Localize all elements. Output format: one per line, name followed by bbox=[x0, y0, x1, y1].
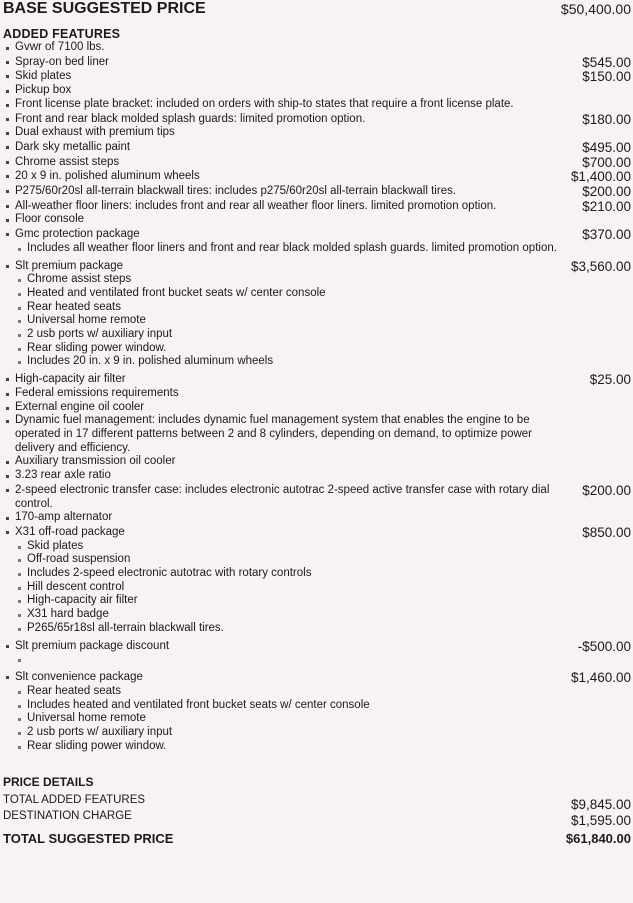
feature-label: Pickup box bbox=[15, 84, 72, 97]
sub-feature-item: Rear heated seats bbox=[0, 685, 633, 699]
sub-feature-item: 2 usb ports w/ auxiliary input bbox=[0, 328, 633, 342]
price-details-title: PRICE DETAILS bbox=[3, 775, 94, 790]
sub-feature-list bbox=[0, 273, 633, 369]
feature-label: Chrome assist steps bbox=[15, 155, 120, 168]
sub-feature-list bbox=[0, 685, 633, 754]
sub-feature-list bbox=[0, 653, 633, 667]
feature-item bbox=[0, 387, 633, 401]
feature-item bbox=[0, 184, 633, 199]
feature-item bbox=[0, 55, 633, 70]
feature-item bbox=[0, 41, 633, 55]
sub-feature-item: Includes 20 in. x 9 in. polished aluminum wheels bbox=[0, 355, 633, 369]
feature-label: Slt convenience package bbox=[15, 671, 143, 684]
sub-feature-item: High-capacity air filter bbox=[0, 594, 633, 608]
feature-item bbox=[0, 155, 633, 170]
feature-price: -$500.00 bbox=[577, 638, 631, 654]
feature-item bbox=[0, 140, 633, 155]
total-label: TOTAL SUGGESTED PRICE bbox=[3, 831, 174, 847]
feature-item bbox=[0, 84, 633, 98]
sub-feature-item: Heated and ventilated front bucket seats w/ center console bbox=[0, 287, 633, 301]
sub-feature-item: P265/65r18sl all-terrain blackwall tires. bbox=[0, 622, 633, 636]
feature-item bbox=[0, 670, 633, 685]
feature-item bbox=[0, 469, 633, 483]
feature-price: $3,560.00 bbox=[570, 258, 631, 274]
feature-price: $850.00 bbox=[582, 524, 631, 540]
sub-feature-item: 2 usb ports w/ auxiliary input bbox=[0, 726, 633, 740]
sub-feature-item: Hill descent control bbox=[0, 581, 633, 595]
feature-label: 170-amp alternator bbox=[15, 511, 113, 524]
sub-feature-item: Includes heated and ventilated front bucket seats w/ center console bbox=[0, 699, 633, 713]
feature-price: $200.00 bbox=[582, 184, 631, 200]
feature-list bbox=[0, 41, 633, 753]
added-features-title: ADDED FEATURES bbox=[3, 27, 121, 41]
feature-label: Floor console bbox=[15, 213, 85, 226]
feature-label: All-weather floor liners: includes front and rear all weather floor liners. limited promotion option. bbox=[15, 199, 497, 212]
sub-feature-item: Off-road suspension bbox=[0, 553, 633, 567]
total-value: $61,840.00 bbox=[565, 831, 631, 847]
feature-price: $210.00 bbox=[582, 198, 631, 214]
sub-feature-item: Rear heated seats bbox=[0, 301, 633, 315]
feature-item bbox=[0, 227, 633, 242]
feature-item bbox=[0, 455, 633, 469]
destination-row bbox=[0, 810, 633, 828]
feature-item bbox=[0, 69, 633, 84]
sub-feature-item: Universal home remote bbox=[0, 712, 633, 726]
feature-label: High-capacity air filter bbox=[15, 373, 126, 386]
feature-item bbox=[0, 199, 633, 214]
feature-item bbox=[0, 483, 633, 511]
feature-label: Slt premium package discount bbox=[15, 639, 170, 652]
feature-item bbox=[0, 639, 633, 654]
feature-item bbox=[0, 414, 633, 455]
feature-item bbox=[0, 259, 633, 274]
price-details bbox=[0, 775, 633, 846]
feature-price: $700.00 bbox=[582, 154, 631, 170]
sub-feature-item: Rear sliding power window. bbox=[0, 342, 633, 356]
feature-label: Skid plates bbox=[15, 70, 72, 83]
feature-item bbox=[0, 511, 633, 525]
feature-item bbox=[0, 525, 633, 540]
feature-price: $200.00 bbox=[582, 482, 631, 498]
sub-feature-item: Skid plates bbox=[0, 540, 633, 554]
feature-label: Dark sky metallic paint bbox=[15, 140, 131, 153]
feature-item bbox=[0, 126, 633, 140]
feature-label: 3.23 rear axle ratio bbox=[15, 469, 111, 482]
feature-label: Gmc protection package bbox=[15, 228, 140, 241]
feature-price: $1,460.00 bbox=[570, 670, 631, 686]
sub-feature-item: Rear sliding power window. bbox=[0, 740, 633, 754]
destination-label: DESTINATION CHARGE bbox=[3, 810, 132, 823]
feature-label: 20 x 9 in. polished aluminum wheels bbox=[15, 170, 200, 183]
sub-feature-item: Chrome assist steps bbox=[0, 273, 633, 287]
sub-feature-item: Includes all weather floor liners and front and rear black molded splash guards. limited promotion option. bbox=[0, 242, 633, 256]
feature-item bbox=[0, 112, 633, 127]
feature-label: Federal emissions requirements bbox=[15, 386, 179, 399]
feature-label: Gvwr of 7100 lbs. bbox=[15, 41, 105, 53]
feature-item bbox=[0, 401, 633, 415]
sub-feature-item bbox=[0, 653, 633, 667]
feature-label: Dynamic fuel management: includes dynamic fuel management system that enables the engine to be operated in 17 different patterns between 2 and 8 cylinders, depending on demand, to optimize power delivery and efficiency. bbox=[15, 414, 532, 454]
feature-price: $150.00 bbox=[582, 69, 631, 85]
base-price-row bbox=[0, 0, 633, 18]
feature-label: Slt premium package bbox=[15, 259, 124, 272]
feature-label: Front license plate bracket: included on orders with ship-to states that require a front license plate. bbox=[15, 97, 514, 110]
feature-price: $180.00 bbox=[582, 111, 631, 127]
sub-feature-item: X31 hard badge bbox=[0, 608, 633, 622]
feature-price: $1,400.00 bbox=[570, 169, 631, 185]
feature-item bbox=[0, 169, 633, 184]
feature-item bbox=[0, 372, 633, 387]
sub-feature-item: Universal home remote bbox=[0, 314, 633, 328]
feature-label: Front and rear black molded splash guards: limited promotion option. bbox=[15, 112, 366, 125]
feature-label: Dual exhaust with premium tips bbox=[15, 126, 175, 139]
destination-value: $1,595.00 bbox=[570, 813, 631, 829]
feature-price: $25.00 bbox=[589, 372, 631, 388]
feature-label: Auxiliary transmission oil cooler bbox=[15, 455, 176, 468]
sub-feature-list bbox=[0, 540, 633, 636]
feature-label: 2-speed electronic transfer case: includes electronic autotrac 2-speed active transfer case with rotary dial control. bbox=[15, 483, 550, 510]
feature-item bbox=[0, 98, 633, 112]
total-added-label: TOTAL ADDED FEATURES bbox=[3, 794, 146, 807]
feature-price: $495.00 bbox=[582, 139, 631, 155]
sub-feature-item: Includes 2-speed electronic autotrac with rotary controls bbox=[0, 567, 633, 581]
feature-label: X31 off-road package bbox=[15, 525, 125, 538]
feature-label: P275/60r20sl all-terrain blackwall tires: includes p275/60r20sl all-terrain blackwall tires. bbox=[15, 185, 457, 198]
feature-price: $370.00 bbox=[582, 227, 631, 243]
total-row bbox=[0, 831, 633, 846]
base-price-label: BASE SUGGESTED PRICE bbox=[3, 0, 206, 17]
total-added-value: $9,845.00 bbox=[570, 797, 631, 813]
feature-label: Spray-on bed liner bbox=[15, 55, 109, 68]
feature-price: $545.00 bbox=[582, 54, 631, 70]
feature-label: External engine oil cooler bbox=[15, 400, 145, 413]
sub-feature-list bbox=[0, 242, 633, 256]
base-price-value: $50,400.00 bbox=[560, 1, 631, 17]
feature-item bbox=[0, 213, 633, 227]
